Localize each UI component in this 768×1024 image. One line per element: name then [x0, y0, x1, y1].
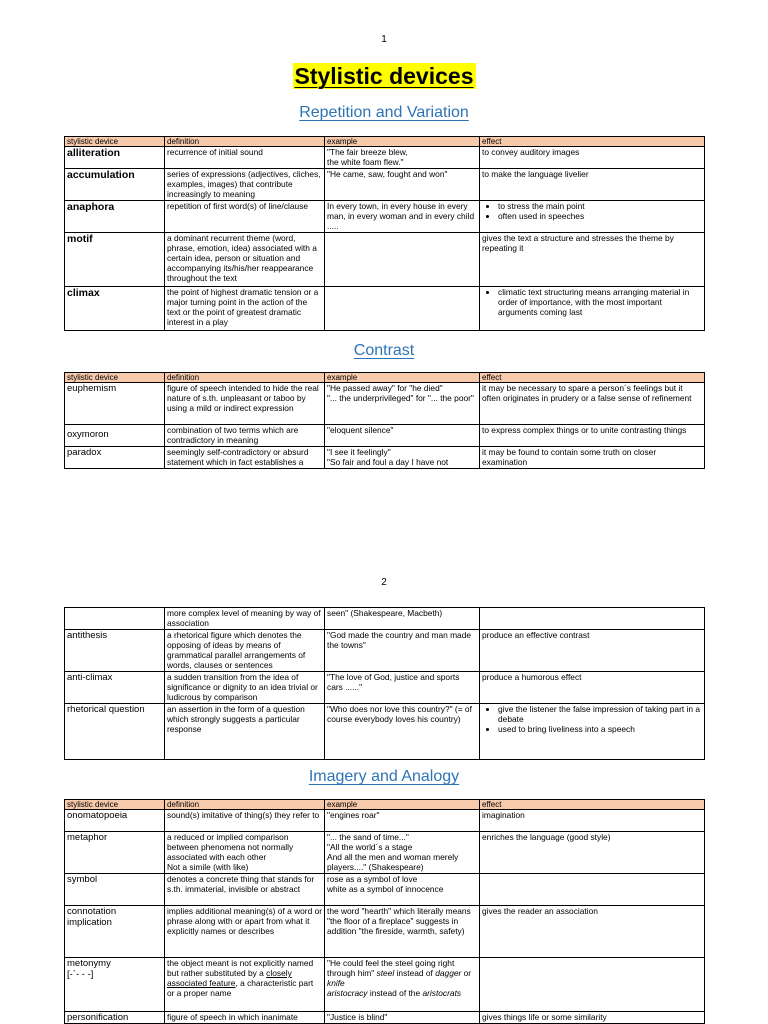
- section-heading-contrast: Contrast: [353, 342, 415, 359]
- header-device: stylistic device: [65, 137, 165, 147]
- device-cell: anti-climax: [65, 672, 165, 704]
- device-cell: metaphor: [65, 832, 165, 874]
- definition-cell: implies additional meaning(s) of a word or phrase along with or apart from what it explicitly names or describes: [165, 906, 325, 958]
- table-row: [65, 810, 705, 832]
- table-row: [65, 287, 705, 331]
- header-effect: effect: [480, 373, 705, 383]
- table-imagery: [64, 799, 705, 1024]
- effect-bullet: • to stress the main point: [498, 201, 702, 211]
- header-definition: definition: [165, 373, 325, 383]
- device-cell: onomatopoeia: [65, 810, 165, 832]
- definition-cell: recurrence of initial sound: [165, 147, 325, 169]
- definition-cell: combination of two terms which are contradictory in meaning: [165, 425, 325, 447]
- example-cell: "He passed away" for "he died" "... the underprivileged" for "... the poor": [325, 383, 480, 425]
- table-row: [65, 958, 705, 1012]
- example-cell: "engines roar": [325, 810, 480, 832]
- effect-bullet: • used to bring liveliness into a speech: [498, 724, 702, 734]
- section-heading-repetition: Repetition and Variation: [299, 104, 469, 121]
- table-row: [65, 169, 705, 201]
- effect-cell: to express complex things or to unite contrasting things: [480, 425, 705, 447]
- example-cell: "He could feel the steel going right through him" steel instead of dagger or knife aristocracy instead of the aristocrats: [325, 958, 480, 1012]
- effect-cell: it may be found to contain some truth on closer examination: [480, 447, 705, 469]
- definition-cell: an assertion in the form of a question which strongly suggests a particular response: [165, 704, 325, 760]
- example-cell: "I see it feelingly" "So fair and foul a day I have not: [325, 447, 480, 469]
- table-header-row: [65, 373, 705, 383]
- table-row: [65, 704, 705, 760]
- table-row: [65, 425, 705, 447]
- header-device: stylistic device: [65, 800, 165, 810]
- definition-cell: a reduced or implied comparison between phenomena not normally associated with each other Not a simile (with like): [165, 832, 325, 874]
- header-example: example: [325, 800, 480, 810]
- device-cell: personification: [65, 1012, 165, 1024]
- effect-cell: to make the language livelier: [480, 169, 705, 201]
- definition-cell: figure of speech intended to hide the real nature of s.th. unpleasant or taboo by using a mild or indirect expression: [165, 383, 325, 425]
- table-row: [65, 233, 705, 287]
- table-row: [65, 447, 705, 469]
- table-row: [65, 906, 705, 958]
- device-cell: rhetorical question: [65, 704, 165, 760]
- example-cell: seen" (Shakespeare, Macbeth): [325, 608, 480, 630]
- table-row: [65, 672, 705, 704]
- example-cell: "The love of God, justice and sports cars ......": [325, 672, 480, 704]
- device-cell: accumulation: [65, 169, 165, 201]
- table-contrast-continued: [64, 607, 705, 760]
- example-cell: "God made the country and man made the towns": [325, 630, 480, 672]
- example-cell: rose as a symbol of love white as a symbol of innocence: [325, 874, 480, 906]
- definition-cell: denotes a concrete thing that stands for s.th. immaterial, invisible or abstract: [165, 874, 325, 906]
- effect-cell: produce a humorous effect: [480, 672, 705, 704]
- table-row: [65, 1012, 705, 1024]
- effect-cell: to convey auditory images: [480, 147, 705, 169]
- effect-cell: imagination: [480, 810, 705, 832]
- effect-cell: [480, 704, 705, 760]
- example-cell: [325, 287, 480, 331]
- device-cell: climax: [65, 287, 165, 331]
- page-number-1: 1: [381, 34, 387, 45]
- device-cell: metonymy [-`- - -]: [65, 958, 165, 1012]
- header-example: example: [325, 373, 480, 383]
- device-cell: anaphora: [65, 201, 165, 233]
- effect-cell: gives things life or some similarity: [480, 1012, 705, 1024]
- definition-cell: the object meant is not explicitly named but rather substituted by a closely associated feature, a characteristic part or a proper name: [165, 958, 325, 1012]
- definition-cell: the point of highest dramatic tension or a major turning point in the action of the text or the point of greatest dramatic interest in a play: [165, 287, 325, 331]
- table-header-row: [65, 800, 705, 810]
- header-definition: definition: [165, 137, 325, 147]
- table-header-row: [65, 137, 705, 147]
- device-cell: connotation implication: [65, 906, 165, 958]
- definition-cell: a dominant recurrent theme (word, phrase, emotion, idea) associated with a certain idea, person or situation and accompanying its/his/her reappearance throughout the text: [165, 233, 325, 287]
- table-row: [65, 608, 705, 630]
- device-cell: euphemism: [65, 383, 165, 425]
- definition-cell: figure of speech in which inanimate: [165, 1012, 325, 1024]
- device-cell: motif: [65, 233, 165, 287]
- definition-cell: seemingly self-contradictory or absurd statement which in fact establishes a: [165, 447, 325, 469]
- effect-cell: produce an effective contrast: [480, 630, 705, 672]
- effect-cell: [480, 958, 705, 1012]
- definition-cell: sound(s) imitative of thing(s) they refer to: [165, 810, 325, 832]
- device-cell: alliteration: [65, 147, 165, 169]
- table-row: [65, 383, 705, 425]
- effect-cell: [480, 201, 705, 233]
- section-heading-imagery: Imagery and Analogy: [308, 768, 460, 785]
- effect-bullet: • often used in speeches: [498, 211, 702, 221]
- effect-cell: [480, 287, 705, 331]
- example-cell: In every town, in every house in every man, in every woman and in every child .....: [325, 201, 480, 233]
- effect-cell: it may be necessary to spare a person´s feelings but it often originates in prudery or a false sense of refinement: [480, 383, 705, 425]
- effect-cell: [480, 608, 705, 630]
- example-cell: [325, 233, 480, 287]
- table-row: [65, 630, 705, 672]
- example-cell: "The fair breeze blew, the white foam flew.": [325, 147, 480, 169]
- header-example: example: [325, 137, 480, 147]
- table-repetition: [64, 136, 705, 331]
- table-row: [65, 201, 705, 233]
- example-cell: "Justice is blind": [325, 1012, 480, 1024]
- effect-bullet: • give the listener the false impression of taking part in a debate: [498, 704, 702, 724]
- table-row: [65, 147, 705, 169]
- effect-cell: gives the text a structure and stresses the theme by repeating it: [480, 233, 705, 287]
- device-cell: [65, 608, 165, 630]
- header-effect: effect: [480, 137, 705, 147]
- device-cell: paradox: [65, 447, 165, 469]
- header-effect: effect: [480, 800, 705, 810]
- definition-cell: more complex level of meaning by way of association: [165, 608, 325, 630]
- effect-cell: gives the reader an association: [480, 906, 705, 958]
- document-title: Stylistic devices: [294, 63, 474, 89]
- definition-cell: series of expressions (adjectives, cliches, examples, images) that contribute increasingly to meaning: [165, 169, 325, 201]
- header-definition: definition: [165, 800, 325, 810]
- definition-cell: a rhetorical figure which denotes the opposing of ideas by means of grammatical parallel arrangements of words, clauses or sentences: [165, 630, 325, 672]
- effect-cell: enriches the language (good style): [480, 832, 705, 874]
- device-cell: oxymoron: [65, 425, 165, 447]
- definition-cell: a sudden transition from the idea of significance or dignity to an idea trivial or ludicrous by comparison: [165, 672, 325, 704]
- definition-cell: repetition of first word(s) of line/clause: [165, 201, 325, 233]
- device-cell: antithesis: [65, 630, 165, 672]
- table-row: [65, 874, 705, 906]
- table-row: [65, 832, 705, 874]
- example-cell: "He came, saw, fought and won": [325, 169, 480, 201]
- example-cell: "Who does nor love this country?" (= of course everybody loves his country): [325, 704, 480, 760]
- device-cell: symbol: [65, 874, 165, 906]
- table-contrast: [64, 372, 705, 469]
- example-cell: the word "hearth" which literally means "the floor of a fireplace" suggests in addition "the fireside, warmth, safety): [325, 906, 480, 958]
- header-device: stylistic device: [65, 373, 165, 383]
- effect-bullet: • climatic text structuring means arranging material in order of importance, with the most important arguments coming last: [498, 287, 702, 317]
- effect-cell: [480, 874, 705, 906]
- page-number-2: 2: [381, 577, 387, 588]
- example-cell: "eloquent silence": [325, 425, 480, 447]
- example-cell: "... the sand of time..." "All the world´s a stage And all the men and woman merely players...." (Shakespeare): [325, 832, 480, 874]
